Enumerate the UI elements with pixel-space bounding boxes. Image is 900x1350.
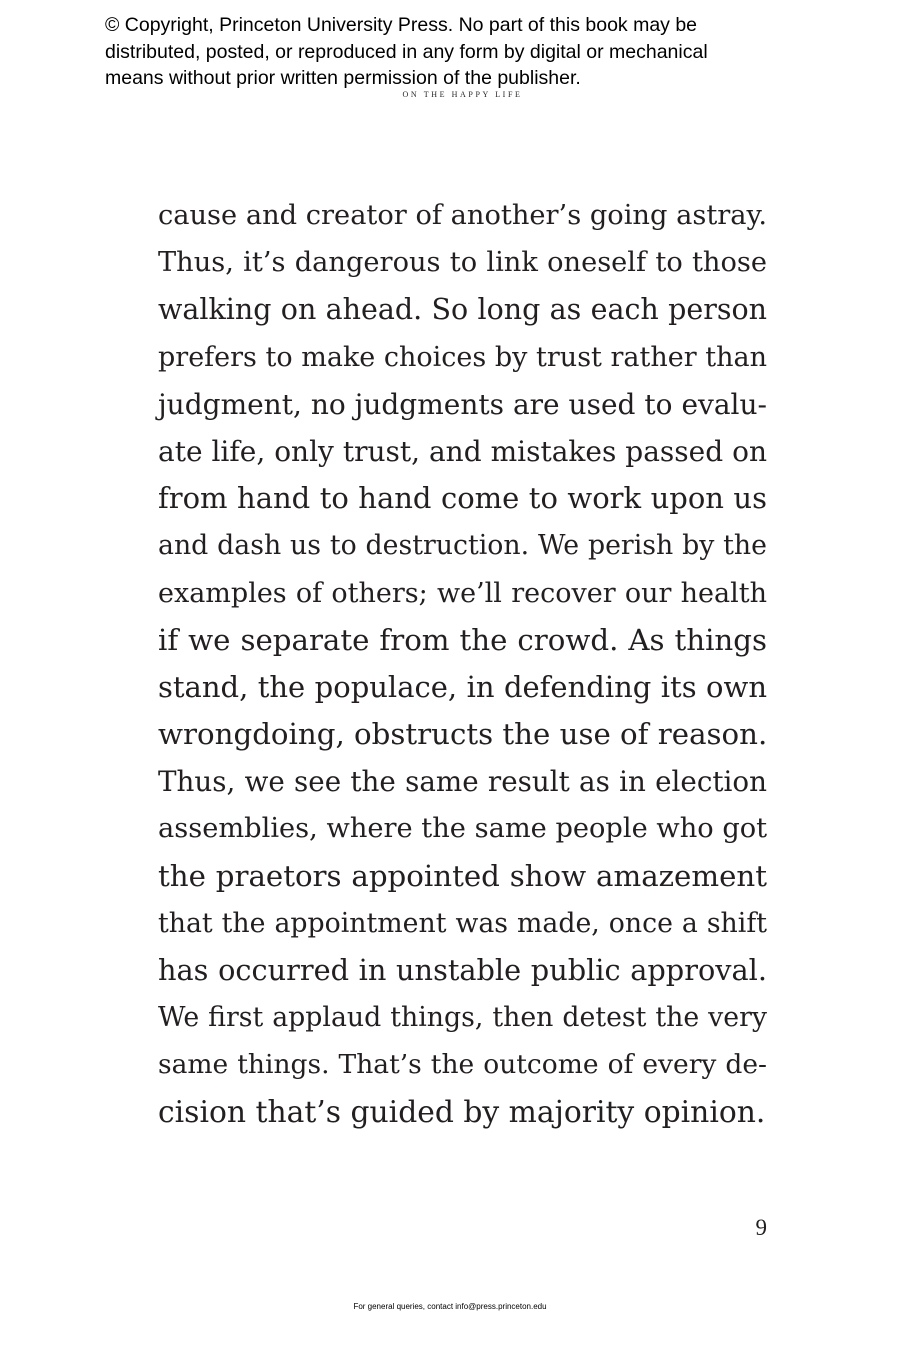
text-line: examples of others; we’ll recover our health [158,577,767,609]
text-line: if we separate from the crowd. As things [158,622,767,657]
text-line: We first applaud things, then detest the very [158,1002,767,1034]
body-text [158,192,767,1136]
copyright-notice [105,12,865,92]
text-line: cause and creator of another’s going astray. [158,200,767,231]
copyright-line: means without prior written permission of the publisher. [105,67,581,89]
footer-contact: For general queries, contact info@press.princeton.edu [353,1302,547,1311]
text-line: prefers to make choices by trust rather than [158,341,767,373]
text-line: that the appointment was made, once a shift [158,907,767,939]
text-line: Thus, it’s dangerous to link oneself to those [158,247,767,279]
text-line: cision that’s guided by majority opinion. [158,1094,766,1130]
running-head: ON THE HAPPY LIFE [402,90,523,99]
text-line: same things. That’s the outcome of every de- [158,1049,767,1081]
text-line: judgment, no judgments are used to evalu- [158,387,767,421]
page-number: 9 [755,1215,767,1240]
text-line: stand, the populace, in defending its own [158,669,767,704]
text-line: assemblies, where the same people who got [158,813,768,845]
text-line: and dash us to destruction. We perish by the [158,530,767,562]
text-line: has occurred in unstable public approval. [158,953,767,987]
copyright-line: © Copyright, Princeton University Press. No part of this book may be [105,14,698,36]
text-line: walking on ahead. So long as each person [158,293,767,327]
text-line: the praetors appointed show amazement [158,858,767,893]
text-line: Thus, we see the same result as in election [158,765,767,799]
text-line: wrongdoing, obstructs the use of reason. [158,717,768,752]
text-line: from hand to hand come to work upon us [158,481,767,516]
text-line: ate life, only trust, and mistakes passed on [158,434,767,468]
copyright-line: distributed, posted, or reproduced in any form by digital or mechanical [105,40,708,63]
